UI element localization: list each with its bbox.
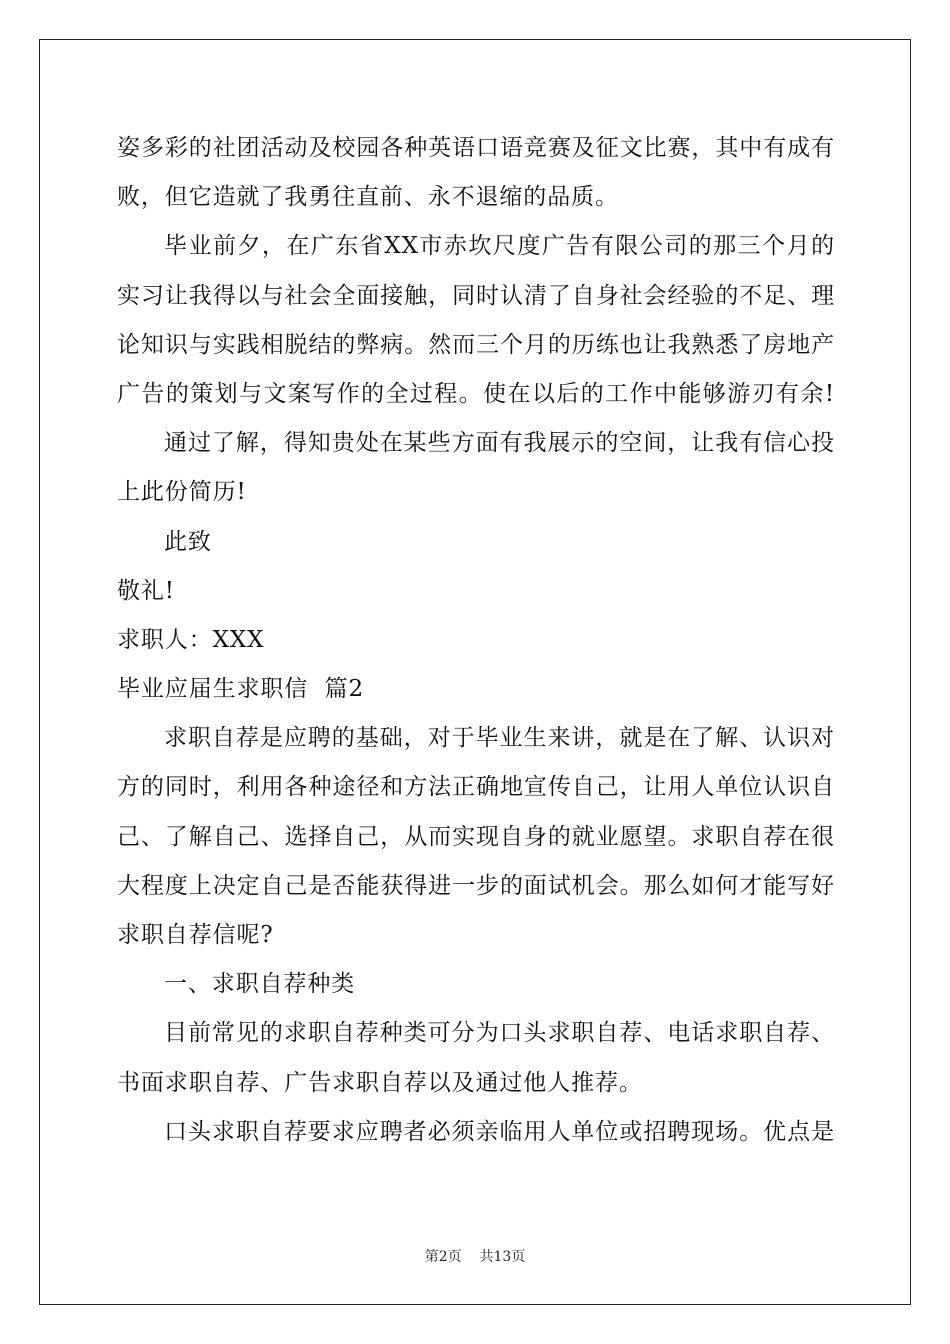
document-body	[117, 124, 835, 1157]
text-line: 败，但它造就了我勇往直前、永不退缩的品质。	[117, 184, 619, 211]
text-line: 口头求职自荐要求应聘者必须亲临用人单位或招聘现场。优点是	[164, 1118, 835, 1145]
text-line: 毕业前夕，在广东省XX市赤坎尺度广告有限公司的那三个月的	[164, 233, 835, 260]
section-title: 毕业应届生求职信 篇2	[117, 676, 365, 703]
text-line: 己、了解自己、选择自己，从而实现自身的就业愿望。求职自荐在很	[117, 823, 835, 850]
closing-respect: 敬礼!	[117, 577, 175, 604]
text-line: 大程度上决定自己是否能获得进一步的面试机会。那么如何才能写好	[117, 872, 835, 899]
text-line: 实习让我得以与社会全面接触，同时认清了自身社会经验的不足、理	[117, 282, 835, 309]
text-line: 姿多彩的社团活动及校园各种英语口语竞赛及征文比赛，其中有成有	[117, 135, 835, 161]
text-line: 求职自荐是应聘的基础，对于毕业生来讲，就是在了解、认识对	[164, 725, 835, 752]
page-footer	[0, 1246, 950, 1266]
text-line: 目前常见的求职自荐种类可分为口头求职自荐、电话求职自荐、	[164, 1020, 835, 1047]
text-line: 求职自荐信呢?	[117, 922, 274, 948]
text-line: 论知识与实践相脱结的弊病。然而三个月的历练也让我熟悉了房地产	[117, 331, 835, 358]
text-line: 书面求职自荐、广告求职自荐以及通过他人推荐。	[117, 1069, 643, 1096]
text-line: 通过了解，得知贵处在某些方面有我展示的空间，让我有信心投	[164, 430, 835, 457]
text-line: 广告的策划与文案写作的全过程。使在以后的工作中能够游刃有余!	[117, 380, 835, 407]
page-number: 第2页 共13页	[424, 1249, 526, 1265]
closing-salutation: 此致	[164, 528, 212, 555]
text-line: 方的同时，利用各种途径和方法正确地宣传自己，让用人单位认识自	[117, 774, 835, 801]
subsection-heading: 一、求职自荐种类	[164, 971, 356, 998]
text-line: 上此份简历!	[117, 479, 247, 506]
applicant-signature: 求职人：XXX	[117, 626, 265, 653]
